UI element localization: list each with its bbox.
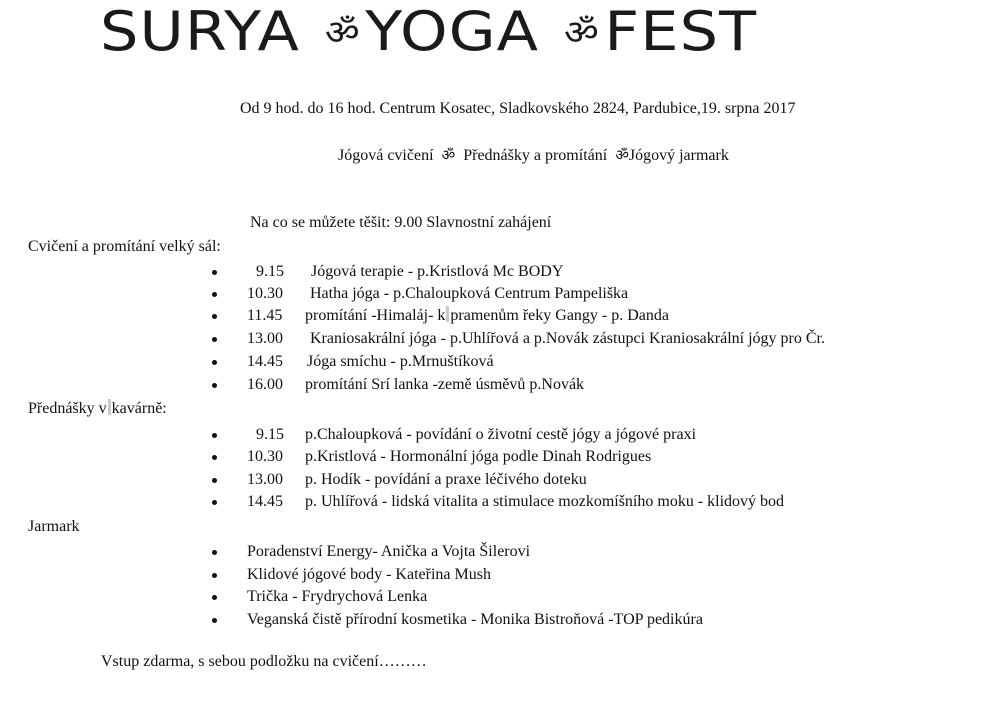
hall-item-text-part: pramenům řeky Gangy - p. Danda <box>450 307 669 324</box>
section-heading-part: kavárně: <box>111 400 167 417</box>
om-icon: ॐ <box>564 13 600 53</box>
bullet-icon <box>212 573 217 578</box>
hall-item-time: 11.45 <box>247 307 283 324</box>
title-surya: SURYA <box>100 0 301 63</box>
section-heading-market: Jarmark <box>28 518 80 535</box>
hall-item-time: 16.00 <box>247 376 283 393</box>
bullet-icon <box>212 455 217 460</box>
hall-item-text: Jóga smíchu - p.Mrnuštíková <box>307 353 494 370</box>
hall-item-text: Hatha jóga - p.Chaloupková Centrum Pampeliška <box>310 285 629 302</box>
market-item: Trička - Frydrychová Lenka <box>247 588 428 605</box>
program-lectures: Přednášky a promítání <box>463 147 608 164</box>
title-fest: FEST <box>604 0 758 63</box>
hall-item-time: 10.30 <box>247 285 283 302</box>
bullet-icon <box>212 500 217 505</box>
market-item: Veganská čistě přírodní kosmetika - Monika Bistroňová -TOP pedikúra <box>247 611 703 628</box>
program-market: Jógový jarmark <box>628 147 729 164</box>
cafe-item-time: 14.45 <box>247 493 283 510</box>
text-cursor <box>108 399 111 415</box>
bullet-icon <box>212 314 217 319</box>
hall-item-time: 13.00 <box>247 330 283 347</box>
bullet-icon <box>212 383 217 388</box>
program-summary <box>338 146 729 166</box>
section-heading-cafe <box>28 399 167 419</box>
hall-item-text-part: promítání -Himaláj- k <box>305 307 446 324</box>
om-icon: ॐ <box>441 148 456 164</box>
hall-item-text: promítání Srí lanka -země úsměvů p.Novák <box>305 376 585 393</box>
event-info: Od 9 hod. do 16 hod. Centrum Kosatec, Sladkovského 2824, Pardubice,19. srpna 2017 <box>240 100 796 117</box>
bullet-icon <box>212 292 217 297</box>
cafe-item-time: 13.00 <box>247 471 283 488</box>
hall-item-text <box>305 306 669 326</box>
section-heading-hall: Cvičení a promítání velký sál: <box>28 238 221 255</box>
cafe-item-text: p. Hodík - povídání a praxe léčivého doteku <box>305 471 587 488</box>
opening-line: Na co se můžete těšit: 9.00 Slavnostní zahájení <box>250 214 552 231</box>
hall-item-text: Kraniosakrální jóga - p.Uhlířová a p.Novák zástupci Kraniosakrální jógy pro Čr. <box>310 330 825 347</box>
cafe-item-text: p.Chaloupková - povídání o životní cestě jógy a jógové praxi <box>305 426 697 443</box>
cafe-item-time: 9.15 <box>256 426 284 443</box>
bullet-icon <box>212 478 217 483</box>
cafe-item-text: p.Kristlová - Hormonální jóga podle Dinah Rodrigues <box>305 448 652 465</box>
hall-item-text: Jógová terapie - p.Kristlová Mc BODY <box>311 263 564 280</box>
bullet-icon <box>212 595 217 600</box>
program-exercise: Jógová cvičení <box>338 147 434 164</box>
cafe-item-text: p. Uhlířová - lidská vitalita a stimulace mozkomíšního moku - klidový bod <box>305 493 785 510</box>
bullet-icon <box>212 433 217 438</box>
bullet-icon <box>212 550 217 555</box>
hall-item-time: 14.45 <box>247 353 283 370</box>
bullet-icon <box>212 270 217 275</box>
bullet-icon <box>212 337 217 342</box>
footer-note: Vstup zdarma, s sebou podložku na cvičení……… <box>101 653 427 670</box>
text-cursor <box>446 306 449 322</box>
hall-item-time: 9.15 <box>256 263 284 280</box>
bullet-icon <box>212 360 217 365</box>
section-heading-part: Přednášky v <box>28 400 107 417</box>
cafe-item-time: 10.30 <box>247 448 283 465</box>
bullet-icon <box>212 618 217 623</box>
poster-title <box>100 2 757 63</box>
om-icon: ॐ <box>324 13 361 53</box>
title-yoga: YOGA <box>365 0 540 63</box>
market-item: Poradenství Energy- Anička a Vojta Šilerovi <box>247 543 531 560</box>
om-icon: ॐ <box>615 148 629 164</box>
market-item: Klidové jógové body - Kateřina Mush <box>247 566 491 583</box>
